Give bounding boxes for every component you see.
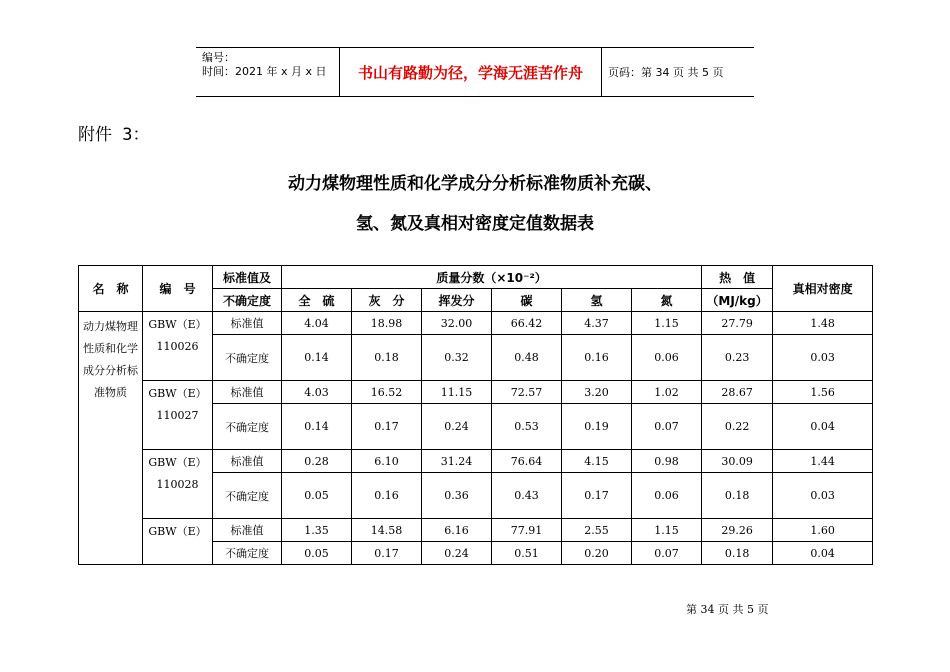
sample-code-cell: GBW（E）110026 [143,312,213,381]
value-cell-heat: 28.67 [702,381,773,404]
value-cell-carbon: 0.43 [492,473,562,519]
value-cell-density: 0.04 [773,404,873,450]
header-meta [196,48,339,96]
value-cell-heat: 0.23 [702,335,773,381]
annex-label: 附件 3： [78,125,150,145]
value-cell-hydrogen: 0.20 [562,542,632,565]
value-cell-sulfur: 4.03 [282,381,352,404]
table-title-line-2: 氢、氮及真相对密度定值数据表 [356,214,594,234]
table-row [79,450,873,473]
value-cell-sulfur: 1.35 [282,519,352,542]
header-col-sulfur: 全 硫 [282,289,352,312]
value-cell-density: 1.60 [773,519,873,542]
number-label: 编号： [202,51,235,64]
standard-value-label: 标准值 [213,312,282,335]
value-cell-sulfur: 4.04 [282,312,352,335]
value-cell-sulfur: 0.14 [282,404,352,450]
value-cell-carbon: 77.91 [492,519,562,542]
value-cell-nitrogen: 1.15 [632,312,702,335]
header-std-line2: 不确定度 [213,289,282,312]
value-cell-heat: 0.18 [702,542,773,565]
value-cell-ash: 14.58 [352,519,422,542]
header-motto: 书山有路勤为径，学海无涯苦作舟 [339,48,602,96]
value-cell-density: 0.04 [773,542,873,565]
header-col-volatile: 挥发分 [422,289,492,312]
value-cell-heat: 27.79 [702,312,773,335]
uncertainty-label: 不确定度 [213,404,282,450]
header-heat-line2: （MJ/kg） [702,289,773,312]
value-cell-nitrogen: 0.07 [632,404,702,450]
value-cell-volatile: 32.00 [422,312,492,335]
uncertainty-label: 不确定度 [213,335,282,381]
header-col-nitrogen: 氮 [632,289,702,312]
header-heat-line1: 热 值 [702,266,773,289]
sample-code-cell: GBW（E）110027 [143,381,213,450]
value-cell-nitrogen: 1.02 [632,381,702,404]
value-cell-volatile: 11.15 [422,381,492,404]
value-cell-volatile: 0.24 [422,542,492,565]
value-cell-sulfur: 0.28 [282,450,352,473]
value-cell-volatile: 0.24 [422,404,492,450]
header-page-info: 页码：第 34 页 共 5 页 [608,66,724,79]
value-cell-volatile: 0.32 [422,335,492,381]
value-cell-nitrogen: 0.06 [632,335,702,381]
value-cell-heat: 30.09 [702,450,773,473]
standard-value-label: 标准值 [213,519,282,542]
standard-value-label: 标准值 [213,381,282,404]
time-label: 时间：2021 年 x 月 x 日 [202,65,327,78]
value-cell-density: 0.03 [773,473,873,519]
value-cell-sulfur: 0.14 [282,335,352,381]
value-cell-sulfur: 0.05 [282,542,352,565]
header-col-ash: 灰 分 [352,289,422,312]
header-code: 编 号 [143,266,213,312]
value-cell-ash: 0.16 [352,473,422,519]
value-cell-hydrogen: 2.55 [562,519,632,542]
sample-code-cell: GBW（E）110028 [143,450,213,519]
table-row [79,312,873,335]
page-header [196,47,754,97]
value-cell-nitrogen: 0.98 [632,450,702,473]
value-cell-density: 0.03 [773,335,873,381]
table-row [79,381,873,404]
value-cell-hydrogen: 4.37 [562,312,632,335]
value-cell-nitrogen: 1.15 [632,519,702,542]
value-cell-ash: 6.10 [352,450,422,473]
value-cell-ash: 0.17 [352,404,422,450]
header-mass-fraction: 质量分数（×10⁻²） [282,266,702,289]
value-cell-volatile: 31.24 [422,450,492,473]
table-row [79,519,873,542]
value-cell-carbon: 66.42 [492,312,562,335]
value-cell-sulfur: 0.05 [282,473,352,519]
value-cell-volatile: 6.16 [422,519,492,542]
table-body [79,312,873,565]
value-cell-heat: 0.22 [702,404,773,450]
value-cell-carbon: 76.64 [492,450,562,473]
sample-code-cell: GBW（E） [143,519,213,565]
value-cell-hydrogen: 3.20 [562,381,632,404]
page-footer: 第 34 页 共 5 页 [686,603,769,616]
value-cell-ash: 0.18 [352,335,422,381]
header-density: 真相对密度 [773,266,873,312]
header-col-carbon: 碳 [492,289,562,312]
header-std-line1: 标准值及 [213,266,282,289]
value-cell-nitrogen: 0.07 [632,542,702,565]
header-name: 名 称 [79,266,143,312]
value-cell-ash: 16.52 [352,381,422,404]
value-cell-density: 1.44 [773,450,873,473]
material-name-cell: 动力煤物理性质和化学成分分析标准物质 [79,312,143,565]
value-cell-hydrogen: 0.17 [562,473,632,519]
value-cell-hydrogen: 0.16 [562,335,632,381]
value-cell-carbon: 0.51 [492,542,562,565]
value-cell-heat: 0.18 [702,473,773,519]
uncertainty-label: 不确定度 [213,473,282,519]
standard-value-label: 标准值 [213,450,282,473]
value-cell-hydrogen: 0.19 [562,404,632,450]
value-cell-volatile: 0.36 [422,473,492,519]
value-cell-carbon: 0.48 [492,335,562,381]
value-cell-heat: 29.26 [702,519,773,542]
value-cell-hydrogen: 4.15 [562,450,632,473]
value-cell-carbon: 72.57 [492,381,562,404]
value-cell-ash: 18.98 [352,312,422,335]
value-cell-nitrogen: 0.06 [632,473,702,519]
uncertainty-label: 不确定度 [213,542,282,565]
header-col-hydrogen: 氢 [562,289,632,312]
value-cell-density: 1.56 [773,381,873,404]
value-cell-density: 1.48 [773,312,873,335]
value-cell-carbon: 0.53 [492,404,562,450]
table-title-line-1: 动力煤物理性质和化学成分分析标准物质补充碳、 [288,174,662,194]
value-cell-ash: 0.17 [352,542,422,565]
data-table [78,265,873,565]
